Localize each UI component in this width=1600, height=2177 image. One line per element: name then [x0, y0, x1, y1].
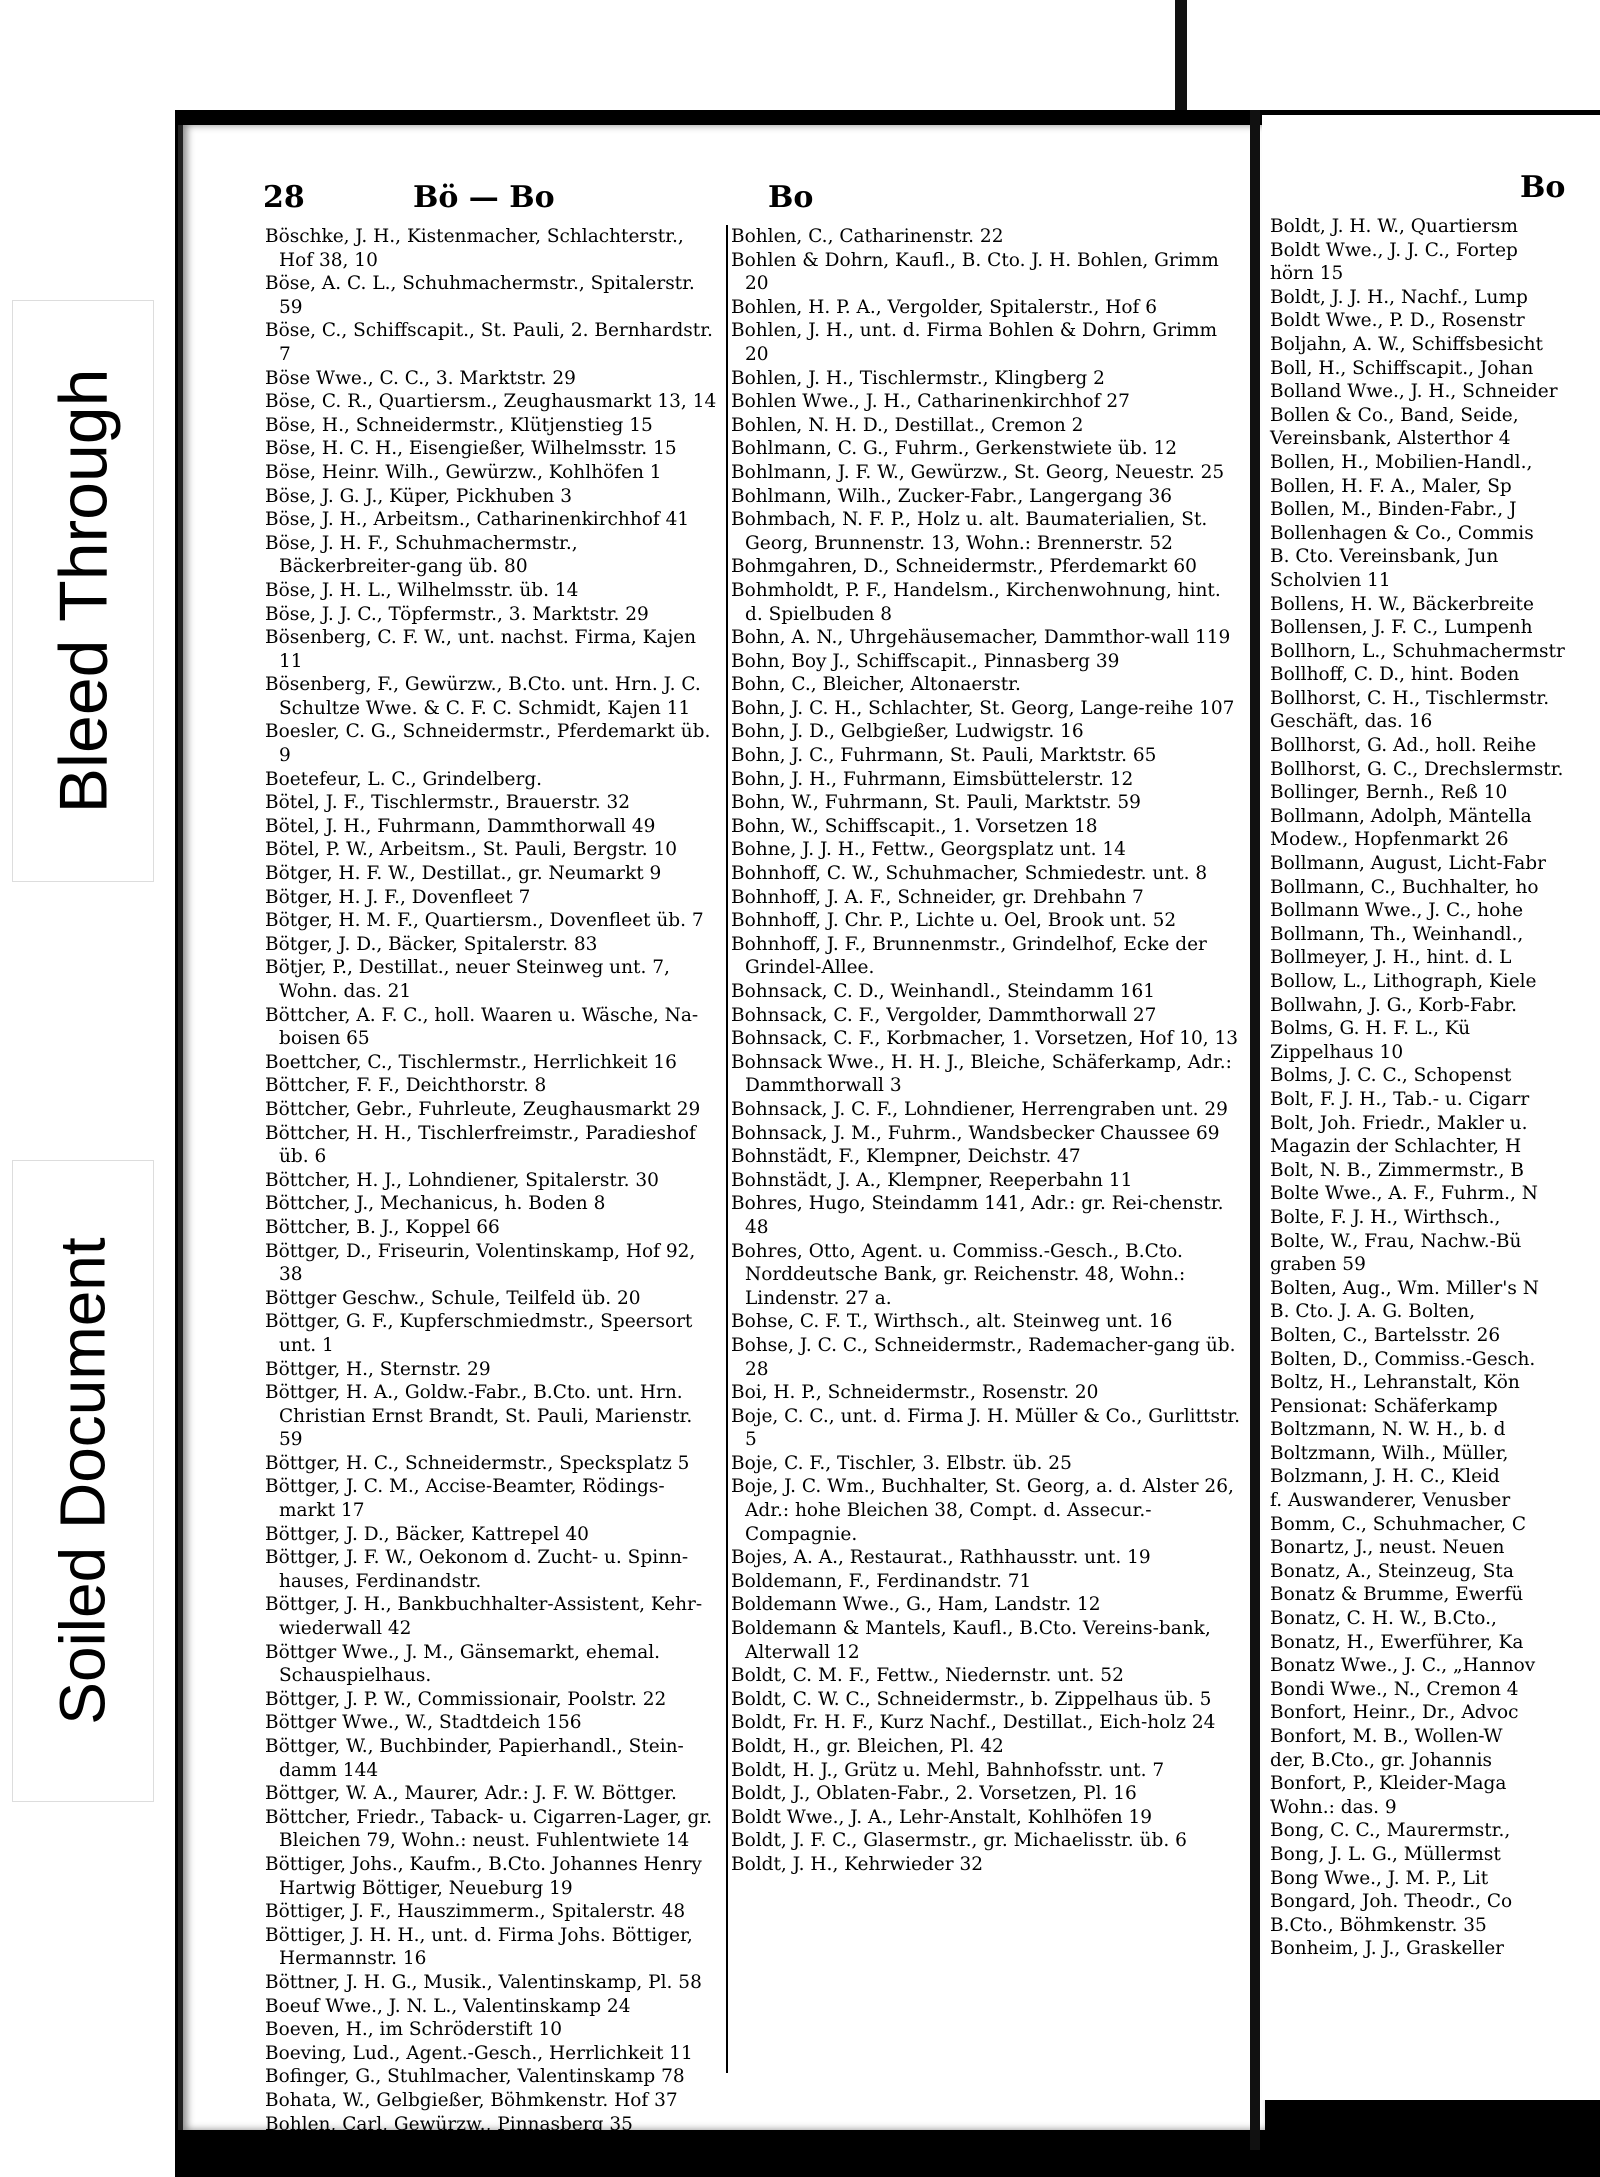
left-column: [265, 225, 719, 2160]
directory-entry: Böse Wwe., C. C., 3. Marktstr. 29: [265, 367, 576, 389]
directory-entry: Boje, C. C., unt. d. Firma J. H. Müller & Co., Gurlittstr. 5: [731, 1405, 1241, 1451]
directory-entry: Bohlen, J. H., Tischlermstr., Klingberg 2: [731, 367, 1105, 389]
directory-entry: Bollhoff, C. D., hint. Boden: [1270, 664, 1520, 686]
directory-entry: Zippelhaus 10: [1270, 1041, 1404, 1063]
page-header: [263, 180, 1263, 225]
directory-entry: Bofinger, G., Stuhlmacher, Valentinskamp 78: [265, 2066, 685, 2088]
directory-entry: Böttcher, B. J., Koppel 66: [265, 1216, 500, 1238]
directory-entry: Bonartz, J., neust. Neuen: [1270, 1537, 1505, 1559]
directory-entry: Böttcher, Friedr., Taback- u. Cigarren-Lager, gr. Bleichen 79, Wohn.: neust. Fuhlentwiete 14: [265, 1806, 713, 1852]
page-gutter: [1250, 110, 1260, 2150]
directory-entry: Böttcher, F. F., Deichthorstr. 8: [265, 1075, 547, 1097]
directory-entry: Bolten, Aug., Wm. Miller's N: [1270, 1277, 1539, 1299]
directory-entry: Boi, H. P., Schneidermstr., Rosenstr. 20: [731, 1382, 1099, 1404]
directory-entry: Böse, J. H., Arbeitsm., Catharinenkirchhof 41: [265, 509, 690, 531]
directory-entry: Bolte Wwe., A. F., Fuhrm., N: [1270, 1183, 1538, 1205]
header-left-range: Bö — Bo: [413, 180, 555, 215]
directory-entry: Boettcher, C., Tischlermstr., Herrlichkeit 16: [265, 1051, 677, 1073]
directory-entry: Böse, J. H. L., Wilhelmsstr. üb. 14: [265, 579, 579, 601]
directory-entry: Bohnhoff, J. F., Brunnenmstr., Grindelhof, Ecke der Grindel-Allee.: [731, 933, 1207, 979]
directory-entry: Böttger, J. D., Bäcker, Kattrepel 40: [265, 1523, 589, 1545]
directory-entry: Bohlen, C., Catharinenstr. 22: [731, 226, 1004, 247]
directory-entry: Bollmann, C., Buchhalter, ho: [1270, 876, 1539, 898]
directory-entry: Böttcher, H. H., Tischlerfreimstr., Paradieshof üb. 6: [265, 1122, 696, 1168]
directory-entry: Bohres, Otto, Agent. u. Commiss.-Gesch., B.Cto. Norddeutsche Bank, gr. Reichenstr. 48, Wohn.: Lindenstr. 27 a.: [731, 1240, 1186, 1309]
directory-entry: Bong Wwe., J. M. P., Lit: [1270, 1867, 1489, 1889]
directory-entry: Bollhorst, G. Ad., holl. Reihe: [1270, 735, 1537, 757]
directory-entry: Boeven, H., im Schröderstift 10: [265, 2019, 562, 2041]
directory-entry: Bollen, H. F. A., Maler, Sp: [1270, 475, 1512, 497]
directory-entry: Bohn, J. D., Gelbgießer, Ludwigstr. 16: [731, 721, 1084, 743]
directory-entry: Bohnstädt, J. A., Klempner, Reeperbahn 11: [731, 1169, 1133, 1191]
directory-entry: Bollenhagen & Co., Commis: [1270, 522, 1534, 544]
directory-entry: Bohlen, H. P. A., Vergolder, Spitalerstr., Hof 6: [731, 296, 1158, 318]
directory-entry: Boldemann, F., Ferdinandstr. 71: [731, 1570, 1032, 1592]
directory-entry: Boldt Wwe., J. J. C., Fortep: [1270, 239, 1518, 261]
directory-entry: Boldt, H., gr. Bleichen, Pl. 42: [731, 1736, 1004, 1757]
directory-entry: Bohlen, N. H. D., Destillat., Cremon 2: [731, 414, 1084, 436]
directory-entry: Böttcher, J., Mechanicus, h. Boden 8: [265, 1193, 606, 1215]
directory-entry: Bonatz Wwe., J. C., „Hannov: [1270, 1655, 1536, 1677]
directory-entry: Bolms, G. H. F. L., Kü: [1270, 1018, 1471, 1040]
directory-entry: Bohnsack Wwe., H. H. J., Bleiche, Schäferkamp, Adr.: Dammthorwall 3: [731, 1051, 1232, 1097]
directory-entry: Bohlen, Carl, Gewürzw., Pinnasberg 35: [265, 2113, 633, 2135]
directory-entry: Bonatz & Brumme, Ewerfü: [1270, 1584, 1524, 1606]
soiled-document-label: [12, 1160, 154, 1802]
directory-entry: Bollow, L., Lithograph, Kiele: [1270, 971, 1537, 992]
directory-entry: Böttger, W. A., Maurer, Adr.: J. F. W. Böttger.: [265, 1783, 677, 1805]
directory-entry: Bösenberg, C. F. W., unt. nachst. Firma, Kajen 11: [265, 627, 697, 672]
directory-entry: Bötger, H. F. W., Destillat., gr. Neumarkt 9: [265, 863, 662, 885]
directory-entry: Bong, C. C., Maurermstr.,: [1270, 1820, 1511, 1842]
directory-entry: Vereinsbank, Alsterthor 4: [1270, 428, 1511, 450]
directory-entry: Boltzmann, Wilh., Müller,: [1270, 1442, 1509, 1464]
directory-entry: Böttger, J. F. W., Oekonom d. Zucht- u. Spinn-hauses, Ferdinandstr.: [265, 1547, 689, 1592]
directory-entry: Bonfort, M. B., Wollen-W: [1270, 1726, 1503, 1747]
next-page-fragment: [1262, 115, 1600, 2100]
directory-entry: Bohnstädt, F., Klempner, Deichstr. 47: [731, 1146, 1081, 1168]
directory-entry: Bollen & Co., Band, Seide,: [1270, 404, 1519, 426]
bleed-through-label: [12, 300, 154, 882]
directory-entry: B.Cto., Böhmkenstr. 35: [1270, 1914, 1487, 1936]
directory-entry: Bondi Wwe., N., Cremon 4: [1270, 1678, 1519, 1700]
sidebar: [0, 0, 175, 2177]
directory-entry: Scholvien 11: [1270, 569, 1391, 591]
directory-entry: Böttger, H., Sternstr. 29: [265, 1358, 491, 1380]
directory-entry: Böse, A. C. L., Schuhmachermstr., Spitalerstr. 59: [265, 273, 695, 318]
directory-entry: Bötjer, P., Destillat., neuer Steinweg unt. 7, Wohn. das. 21: [265, 957, 670, 1002]
directory-entry: Böttner, J. H. G., Musik., Valentinskamp, Pl. 58: [265, 1971, 702, 1993]
directory-entry: Böttcher, A. F. C., holl. Waaren u. Wäsche, Na-boisen 65: [265, 1004, 699, 1050]
directory-entry: Bonatz, C. H. W., B.Cto.,: [1270, 1608, 1497, 1630]
directory-entry: Böse, J. G. J., Küper, Pickhuben 3: [265, 485, 572, 507]
directory-entry: Bohnsack, C. F., Korbmacher, 1. Vorsetzen, Hof 10, 13: [731, 1028, 1239, 1050]
directory-entry: Bohmgahren, D., Schneidermstr., Pferdemarkt 60: [731, 556, 1197, 578]
directory-entry: Bollhorst, C. H., Tischlermstr.: [1270, 687, 1550, 709]
directory-entry: Bollhorn, L., Schuhmachermstr: [1270, 640, 1565, 662]
directory-entry: Böttger, G. F., Kupferschmiedmstr., Speersort unt. 1: [265, 1311, 693, 1356]
directory-entry: Boldt, H. J., Grütz u. Mehl, Bahnhofsstr. unt. 7: [731, 1759, 1165, 1781]
directory-entry: Bolten, D., Commiss.-Gesch.: [1270, 1348, 1536, 1370]
directory-entry: Bollmann, August, Licht-Fabr: [1270, 853, 1546, 875]
directory-entry: Bonheim, J. J., Graskeller: [1270, 1938, 1505, 1960]
directory-entry: Bojes, A. A., Restaurat., Rathhausstr. unt. 19: [731, 1547, 1151, 1569]
directory-entry: Pensionat: Schäferkamp: [1270, 1395, 1498, 1417]
directory-entry: Boldt, C. W. C., Schneidermstr., b. Zippelhaus üb. 5: [731, 1688, 1212, 1710]
directory-entry: Bohn, J. C. H., Schlachter, St. Georg, Lange-reihe 107: [731, 697, 1235, 719]
directory-entry: Bonfort, P., Kleider-Maga: [1270, 1773, 1507, 1795]
directory-entry: Bonfort, Heinr., Dr., Advoc: [1270, 1702, 1519, 1724]
directory-entry: Bohlen Wwe., J. H., Catharinenkirchhof 27: [731, 391, 1130, 413]
directory-entry: Bollmann, Adolph, Mäntella: [1270, 805, 1532, 827]
directory-entry: Böse, Heinr. Wilh., Gewürzw., Kohlhöfen 1: [265, 461, 662, 483]
directory-entry: Bohlmann, J. F. W., Gewürzw., St. Georg, Neuestr. 25: [731, 461, 1225, 483]
directory-entry: Boldt, J. F. C., Glasermstr., gr. Michaelisstr. üb. 6: [731, 1830, 1187, 1852]
directory-entry: B. Cto. Vereinsbank, Jun: [1270, 546, 1499, 568]
directory-entry: Böttger, H. A., Goldw.-Fabr., B.Cto. unt. Hrn. Christian Ernst Brandt, St. Pauli, Marienstr. 59: [265, 1382, 693, 1451]
directory-entry: Boljahn, A. W., Schiffsbesicht: [1270, 333, 1543, 355]
directory-entry: Bolten, C., Bartelsstr. 26: [1270, 1324, 1501, 1346]
directory-entry: Böse, J. H. F., Schuhmachermstr., Bäckerbreiter-gang üb. 80: [265, 532, 578, 578]
directory-entry: Bohne, J. J. H., Fettw., Georgsplatz unt. 14: [731, 839, 1126, 861]
directory-entry: Böttcher, H. J., Lohndiener, Spitalerstr. 30: [265, 1169, 659, 1191]
directory-entry: Bohse, J. C. C., Schneidermstr., Rademacher-gang üb. 28: [731, 1334, 1236, 1380]
directory-entry: Boldt, J. H., Kehrwieder 32: [731, 1853, 983, 1875]
directory-entry: Bohn, J. H., Fuhrmann, Eimsbüttelerstr. 12: [731, 768, 1134, 790]
directory-entry: Boldemann & Mantels, Kaufl., B.Cto. Vereins-bank, Alterwall 12: [731, 1618, 1211, 1663]
directory-entry: Bollinger, Bernh., Reß 10: [1270, 782, 1508, 804]
directory-entry: Böttger Wwe., W., Stadtdeich 156: [265, 1712, 582, 1734]
directory-entry: Bollen, H., Mobilien-Handl.,: [1270, 451, 1533, 473]
directory-entry: Boetefeur, L. C., Grindelberg.: [265, 768, 543, 790]
directory-entry: Bollmann Wwe., J. C., hohe: [1270, 900, 1524, 922]
directory-entry: Bohnhoff, C. W., Schuhmacher, Schmiedestr. unt. 8: [731, 863, 1208, 885]
directory-entry: Bötger, H. J. F., Dovenfleet 7: [265, 886, 531, 908]
page-number: 28: [263, 180, 305, 215]
directory-entry: Böschke, J. H., Kistenmacher, Schlachterstr., Hof 38, 10: [265, 226, 684, 271]
soiled-document-text: Soiled Document: [47, 1237, 119, 1725]
directory-entry: Böse, H. C. H., Eisengießer, Wilhelmsstr. 15: [265, 438, 677, 460]
directory-entry: Bohnhoff, J. Chr. P., Lichte u. Oel, Brook unt. 52: [731, 910, 1177, 932]
directory-entry: f. Auswanderer, Venusber: [1270, 1490, 1511, 1512]
directory-entry: Modew., Hopfenmarkt 26: [1270, 829, 1509, 851]
directory-entry: Boeuf Wwe., J. N. L., Valentinskamp 24: [265, 1995, 631, 2017]
directory-entry: Bollwahn, J. G., Korb-Fabr.: [1270, 994, 1518, 1016]
directory-entry: graben 59: [1270, 1254, 1366, 1276]
directory-entry: Böttger, J. C. M., Accise-Beamter, Rödings-markt 17: [265, 1476, 665, 1522]
directory-entry: Bötel, P. W., Arbeitsm., St. Pauli, Bergstr. 10: [265, 839, 677, 861]
directory-entry: Böse, C., Schiffscapit., St. Pauli, 2. Bernhardstr. 7: [265, 320, 713, 365]
directory-entry: Bohlmann, Wilh., Zucker-Fabr., Langergang 36: [731, 485, 1173, 507]
directory-entry: Bohn, C., Bleicher, Altonaerstr.: [731, 674, 1021, 696]
directory-entry: Boldt Wwe., P. D., Rosenstr: [1270, 310, 1525, 332]
directory-entry: Boltzmann, N. W. H., b. d: [1270, 1419, 1506, 1441]
directory-entry: Bolt, F. J. H., Tab.- u. Cigarr: [1270, 1088, 1530, 1110]
column-divider: [726, 225, 728, 2073]
directory-entry: Bohn, Boy J., Schiffscapit., Pinnasberg 39: [731, 650, 1120, 672]
right-column: [1270, 215, 1600, 1961]
bleed-through-text: Bleed Through: [45, 368, 122, 814]
directory-entry: Böttiger, J. H. H., unt. d. Firma Johs. Böttiger, Hermannstr. 16: [265, 1924, 693, 1970]
directory-entry: hörn 15: [1270, 263, 1344, 285]
directory-entry: Boldt Wwe., J. A., Lehr-Anstalt, Kohlhöfen 19: [731, 1806, 1153, 1828]
directory-entry: Boltz, H., Lehranstalt, Kön: [1270, 1372, 1520, 1394]
directory-entry: Bollensen, J. F. C., Lumpenh: [1270, 617, 1533, 639]
top-scan-band: [175, 0, 1600, 110]
directory-entry: Boje, J. C. Wm., Buchhalter, St. Georg, a. d. Alster 26, Adr.: hohe Bleichen 38, Compt. d. Assecur.-Compagnie.: [731, 1476, 1234, 1545]
directory-entry: Böttger Wwe., J. M., Gänsemarkt, ehemal. Schauspielhaus.: [265, 1641, 661, 1687]
directory-entry: Bomm, C., Schuhmacher, C: [1270, 1513, 1527, 1535]
directory-entry: Böttger, H. C., Schneidermstr., Specksplatz 5: [265, 1452, 690, 1474]
directory-entry: Bolte, F. J. H., Wirthsch.,: [1270, 1206, 1501, 1228]
directory-entry: Bötger, H. M. F., Quartiersm., Dovenfleet üb. 7: [265, 910, 704, 932]
directory-entry: Bohlmann, C. G., Fuhrm., Gerkenstwiete üb. 12: [731, 438, 1178, 460]
directory-entry: Bongard, Joh. Theodr., Co: [1270, 1891, 1513, 1913]
directory-entry: Bohn, A. N., Uhrgehäusemacher, Dammthor-wall 119: [731, 627, 1231, 649]
directory-entry: Boeving, Lud., Agent.-Gesch., Herrlichkeit 11: [265, 2042, 693, 2064]
directory-entry: Bohnhoff, J. A. F., Schneider, gr. Drehbahn 7: [731, 886, 1144, 908]
directory-entry: Bohata, W., Gelbgießer, Böhmkenstr. Hof 37: [265, 2089, 678, 2111]
directory-entry: Böttger Geschw., Schule, Teilfeld üb. 20: [265, 1287, 641, 1309]
directory-entry: Bohnsack, J. M., Fuhrm., Wandsbecker Chaussee 69: [731, 1122, 1220, 1144]
directory-entry: Boldt, J., Oblaten-Fabr., 2. Vorsetzen, Pl. 16: [731, 1783, 1137, 1805]
directory-entry: Magazin der Schlachter, H: [1270, 1136, 1522, 1158]
directory-entry: Bohmbach, N. F. P., Holz u. alt. Baumaterialien, St. Georg, Brunnenstr. 13, Wohn.: Brennerstr. 52: [731, 509, 1208, 554]
directory-entry: Böttcher, Gebr., Fuhrleute, Zeughausmarkt 29: [265, 1098, 701, 1120]
directory-entry: Böttger, J. H., Bankbuchhalter-Assistent, Kehr-wiederwall 42: [265, 1594, 703, 1640]
scanned-page: [178, 125, 1265, 2159]
directory-entry: Bötger, J. D., Bäcker, Spitalerstr. 83: [265, 933, 598, 955]
directory-entry: Bonatz, A., Steinzeug, Sta: [1270, 1560, 1514, 1582]
directory-entry: Bolte, W., Frau, Nachw.-Bü: [1270, 1230, 1522, 1252]
directory-entry: Bolzmann, J. H. C., Kleid: [1270, 1466, 1500, 1488]
directory-entry: Bohn, W., Schiffscapit., 1. Vorsetzen 18: [731, 815, 1098, 837]
directory-entry: Bong, J. L. G., Müllermst: [1270, 1843, 1501, 1865]
directory-entry: Boje, C. F., Tischler, 3. Elbstr. üb. 25: [731, 1452, 1072, 1474]
directory-entry: Bohnsack, J. C. F., Lohndiener, Herrengraben unt. 29: [731, 1098, 1228, 1120]
directory-entry: Boldt, J. J. H., Nachf., Lump: [1270, 286, 1528, 308]
directory-entry: Böttiger, J. F., Hauszimmerm., Spitalerstr. 48: [265, 1901, 686, 1923]
directory-entry: Bohn, J. C., Fuhrmann, St. Pauli, Marktstr. 65: [731, 745, 1157, 767]
directory-entry: Wohn.: das. 9: [1270, 1796, 1397, 1818]
header-right-range: Bo: [768, 180, 814, 215]
directory-entry: Böttger, J. P. W., Commissionair, Poolstr. 22: [265, 1688, 667, 1710]
directory-entry: Bolms, J. C. C., Schopenst: [1270, 1065, 1512, 1087]
directory-entry: Bollmeyer, J. H., hint. d. L: [1270, 947, 1512, 969]
directory-entry: Bohn, W., Fuhrmann, St. Pauli, Marktstr. 59: [731, 792, 1141, 814]
directory-entry: Böttger, W., Buchbinder, Papierhandl., Stein-damm 144: [265, 1736, 684, 1781]
directory-entry: Bohmholdt, P. F., Handelsm., Kirchenwohnung, hint. d. Spielbuden 8: [731, 579, 1221, 625]
directory-entry: Böttger, D., Friseurin, Volentinskamp, Hof 92, 38: [265, 1240, 696, 1286]
directory-entry: Bolt, Joh. Friedr., Makler u.: [1270, 1112, 1528, 1134]
directory-entry: Bollmann, Th., Weinhandl.,: [1270, 923, 1524, 945]
middle-column: [731, 225, 1241, 1877]
directory-entry: Geschäft, das. 16: [1270, 711, 1433, 733]
next-page-header: Bo: [1520, 170, 1566, 205]
directory-entry: Bötel, J. H., Fuhrmann, Dammthorwall 49: [265, 815, 656, 837]
directory-entry: Bonatz, H., Ewerführer, Ka: [1270, 1631, 1524, 1653]
directory-entry: Boll, H., Schiffscapit., Johan: [1270, 357, 1534, 379]
directory-entry: Böse, C. R., Quartiersm., Zeughausmarkt 13, 14: [265, 391, 717, 413]
directory-entry: Bohres, Hugo, Steindamm 141, Adr.: gr. Rei-chenstr. 48: [731, 1193, 1224, 1238]
directory-entry: Bolt, N. B., Zimmermstr., B: [1270, 1159, 1525, 1181]
directory-entry: Bohnsack, C. D., Weinhandl., Steindamm 161: [731, 981, 1156, 1002]
directory-entry: Boldemann Wwe., G., Ham, Landstr. 12: [731, 1594, 1101, 1616]
directory-entry: Boldt, Fr. H. F., Kurz Nachf., Destillat., Eich-holz 24: [731, 1712, 1216, 1734]
directory-entry: Bollens, H. W., Bäckerbreite: [1270, 593, 1534, 615]
directory-entry: Boesler, C. G., Schneidermstr., Pferdemarkt üb. 9: [265, 721, 711, 767]
directory-entry: Bohlen, C. H., Schuhmacher, Kattrepel üb. 11: [265, 2137, 694, 2159]
directory-entry: Böttiger, Johs., Kaufm., B.Cto. Johannes Henry Hartwig Böttiger, Neueburg 19: [265, 1853, 702, 1899]
directory-entry: Bohlen & Dohrn, Kaufl., B. Cto. J. H. Bohlen, Grimm 20: [731, 249, 1219, 295]
directory-entry: Böse, H., Schneidermstr., Klütjenstieg 15: [265, 414, 653, 436]
directory-entry: der, B.Cto., gr. Johannis: [1270, 1749, 1493, 1771]
directory-entry: Böse, J. J. C., Töpfermstr., 3. Marktstr. 29: [265, 603, 649, 625]
directory-entry: Boldt, C. M. F., Fettw., Niedernstr. unt. 52: [731, 1665, 1124, 1687]
directory-entry: Bolland Wwe., J. H., Schneider: [1270, 381, 1558, 403]
directory-entry: Bötel, J. F., Tischlermstr., Brauerstr. 32: [265, 792, 631, 814]
directory-entry: B. Cto. J. A. G. Bolten,: [1270, 1301, 1476, 1323]
directory-entry: Bohse, C. F. T., Wirthsch., alt. Steinweg unt. 16: [731, 1311, 1173, 1333]
directory-entry: Bohnsack, C. F., Vergolder, Dammthorwall 27: [731, 1004, 1157, 1026]
directory-entry: Bollen, M., Binden-Fabr., J: [1270, 499, 1517, 521]
directory-entry: Bohlen, J. H., unt. d. Firma Bohlen & Dohrn, Grimm 20: [731, 320, 1218, 365]
top-dark-stripe: [1175, 0, 1187, 110]
directory-entry: Bösenberg, F., Gewürzw., B.Cto. unt. Hrn. J. C. Schultze Wwe. & C. F. C. Schmidt, Kajen 11: [265, 674, 701, 719]
directory-entry: Bollhorst, G. C., Drechslermstr.: [1270, 758, 1564, 780]
directory-entry: Boldt, J. H. W., Quartiersm: [1270, 216, 1518, 237]
